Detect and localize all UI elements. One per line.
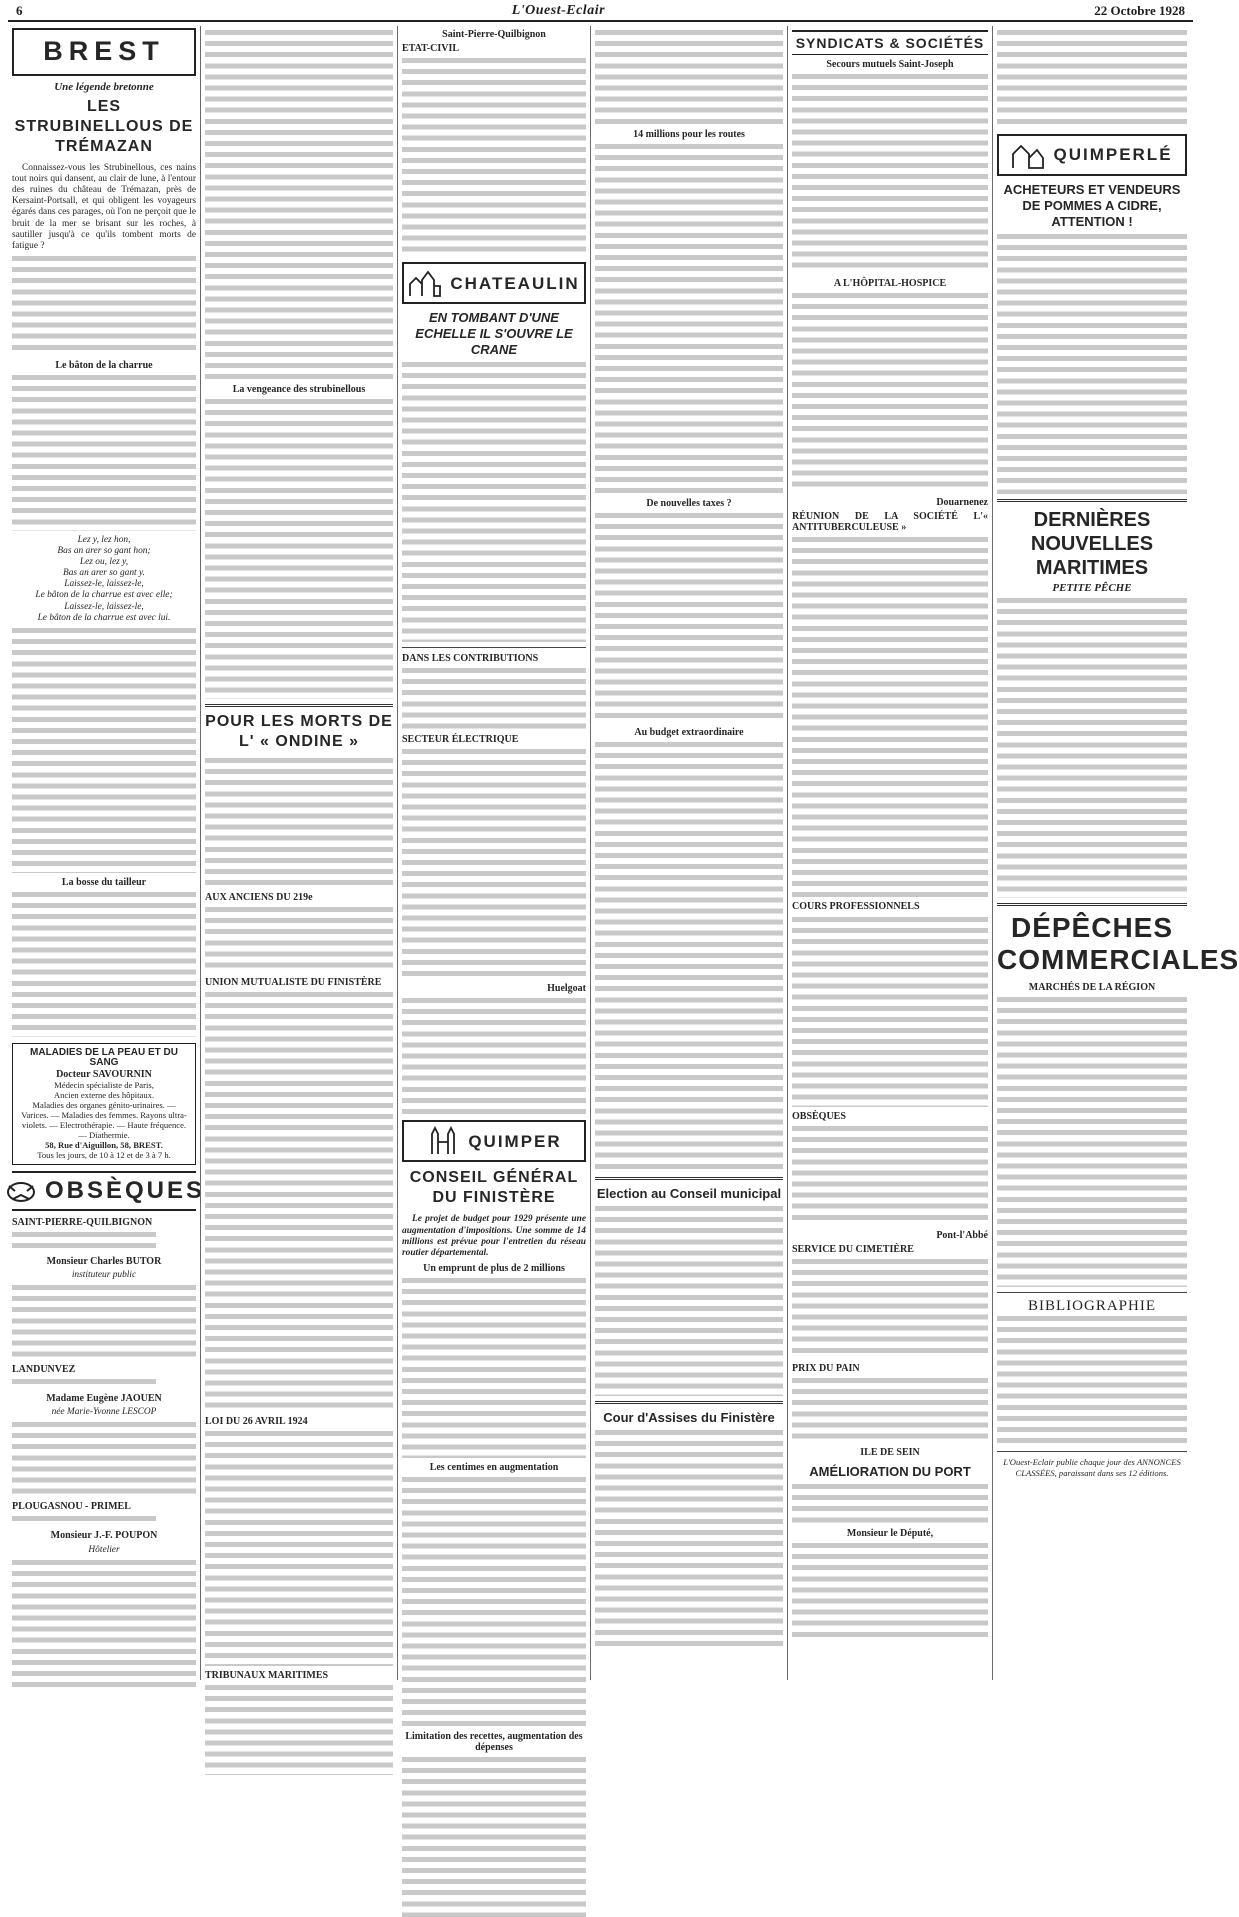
- letter-salutation: Monsieur le Député,: [846, 1528, 934, 1540]
- subhead-petite-peche: PETITE PÊCHE: [1052, 582, 1132, 594]
- column-6: [992, 26, 1239, 1680]
- masthead: [8, 2, 1193, 22]
- page-number: 6: [16, 3, 23, 18]
- obseques-banner: OBSÈQUES: [12, 1171, 196, 1211]
- section-ile-de-sein: ILE DE SEIN: [860, 1446, 920, 1458]
- item-loi-1924: LOI DU 26 AVRIL 1924: [205, 1416, 308, 1428]
- subhead-secours: Secours mutuels Saint-Joseph: [826, 59, 954, 70]
- item-prix-pain: PRIX DU PAIN: [792, 1362, 860, 1374]
- headline-ondine: POUR LES MORTS DE L' « ONDINE »: [205, 713, 393, 751]
- subhead-bosse: La bosse du tailleur: [61, 876, 147, 888]
- quimper-banner: QUIMPER: [402, 1120, 586, 1162]
- article-text: [402, 362, 586, 642]
- subhead-baton: Le bâton de la charrue: [55, 359, 153, 371]
- headline-depeches: DÉPÊCHES COMMERCIALES: [997, 912, 1239, 976]
- place-heading: Saint-Pierre-Quilbignon: [442, 29, 546, 40]
- article-text: [205, 758, 393, 888]
- article-intro: Connaissez-vous les Strubinellous, ces nains tout noirs qui dansent, au clair de lune, à l'entour des ruines du château de Trémazan, près de Kersaint-Portsall, et qui obligent les voyageurs égarés dans ces parages, où l'on ne perçoit que le bruit de la mer se brisant sur les roches, à sautiller jusqu'à ce qu'ils tombent morts de fatigue ?: [12, 163, 196, 251]
- deck: Le projet de budget pour 1929 présente une augmentation d'impositions. Une somme de 14 millions est prévue pour l'entretien du réseau routier départemental.: [402, 1214, 586, 1258]
- item-obseques: OBSÈQUES: [792, 1110, 846, 1122]
- town-vignette-icon: [1011, 140, 1045, 170]
- place-heading: Pont-l'Abbé: [936, 1229, 988, 1241]
- obituary-name: Monsieur Charles BUTOR: [46, 1255, 162, 1267]
- item-secteur-electrique: SECTEUR ÉLECTRIQUE: [402, 734, 519, 746]
- subhead-emprunt: Un emprunt de plus de 2 millions: [423, 1262, 565, 1274]
- headline-maritimes: DERNIÈRES NOUVELLES MARITIMES: [1030, 509, 1154, 579]
- subhead-routes: 14 millions pour les routes: [633, 129, 745, 140]
- kicker: Une légende bretonne: [54, 81, 154, 93]
- wreath-icon: [3, 1177, 39, 1205]
- chateaulin-banner: CHATEAULIN: [402, 262, 586, 304]
- article-text: [12, 375, 196, 531]
- column-4: [590, 26, 787, 1680]
- town-vignette-icon: [408, 268, 442, 298]
- quimperle-banner: QUIMPERLÉ: [997, 134, 1187, 176]
- item-anciens-219: AUX ANCIENS DU 219e: [205, 892, 313, 904]
- subhead-marches: MARCHÉS DE LA RÉGION: [1028, 982, 1156, 994]
- subhead-limitation: Limitation des recettes, augmentation des dépenses: [405, 1731, 583, 1754]
- article-text: [205, 30, 393, 380]
- brest-banner: BREST: [12, 28, 196, 76]
- cathedral-vignette-icon: [426, 1126, 460, 1156]
- obituary-name: Monsieur J.-F. POUPON: [50, 1530, 158, 1542]
- headline-port: AMÉLIORATION DU PORT: [809, 1464, 971, 1480]
- headline-strubinellous: LES STRUBINELLOUS DE TRÉMAZAN: [14, 98, 194, 156]
- issue-date: 22 Octobre 1928: [1094, 3, 1185, 18]
- subhead-budget-extra: Au budget extraordinaire: [634, 727, 744, 739]
- obituary-name: Madame Eugène JAOUEN: [46, 1393, 162, 1405]
- subhead-centimes: Les centimes en augmentation: [429, 1461, 559, 1473]
- article-text: [12, 628, 196, 873]
- etat-civil-label: ETAT-CIVIL: [402, 43, 460, 55]
- verse: Lez y, lez hon, Bas an arer so gant hon; Lez ou, lez y, Bas an arer so gant y. Laissez-le, laissez-le, Le bâton de la charrue est avec elle; Laissez-le, laissez-le, Le bâton de la charrue est avec lui.: [35, 534, 173, 623]
- obituary-place: LANDUNVEZ: [12, 1364, 76, 1376]
- item-tribunaux: TRIBUNAUX MARITIMES: [205, 1670, 329, 1682]
- headline-bibliographie: BIBLIOGRAPHIE: [1028, 1298, 1156, 1315]
- paper-title: L'Ouest-Eclair: [511, 3, 606, 18]
- place-heading: Douarnenez: [936, 497, 988, 509]
- headline-pommes: ACHETEURS ET VENDEURS DE POMMES A CIDRE, ATTENTION !: [1003, 182, 1181, 229]
- column-5: [787, 26, 992, 1680]
- headline-election: Election au Conseil municipal: [596, 1186, 782, 1202]
- item-contributions: DANS LES CONTRIBUTIONS: [402, 653, 539, 665]
- item-hopital: A L'HÔPITAL-HOSPICE: [833, 278, 947, 290]
- obituary-place: PLOUGASNOU - PRIMEL: [12, 1501, 131, 1513]
- doctor-advertisement: MALADIES DE LA PEAU ET DU SANG Docteur SAVOURNIN Médecin spécialiste de Paris, Ancien externe des hôpitaux. Maladies des organes génito-urinaires. — Varices. — Maladies des femmes. Rayons ultra-violets. — Electrothérapie. — Haute fréquence. — Diathermie. 58, Rue d'Aiguillon, 58, BREST. Tous les jours, de 10 à 12 et de 3 à 7 h.: [12, 1043, 196, 1165]
- item-cours: COURS PROFESSIONNELS: [792, 901, 920, 913]
- headline-conseil-general: CONSEIL GÉNÉRAL DU FINISTÈRE: [409, 1169, 579, 1207]
- subhead-vengeance: La vengeance des strubinellous: [232, 384, 366, 395]
- item-union-mutualiste: UNION MUTUALISTE DU FINISTÈRE: [205, 977, 382, 989]
- subhead-taxes: De nouvelles taxes ?: [646, 498, 732, 510]
- place-heading: Huelgoat: [547, 983, 586, 995]
- article-text: [12, 892, 196, 1037]
- classified-note: L'Ouest-Eclair publie chaque jour des ANNONCES CLASSÉES, paraissant dans ses 12 éditions.: [1003, 1457, 1181, 1479]
- item-antituberculeuse: RÉUNION DE LA SOCIÉTÉ L'« ANTITUBERCULEUSE »: [792, 511, 988, 534]
- column-2: [200, 26, 397, 1680]
- column-3: [397, 26, 590, 1754]
- column-1: BREST Une légende bretonne LES STRUBINELLOUS DE TRÉMAZAN Connaissez-vous les Strubinellous, ces nains tout noirs qui dansent, au clair de lune, à l'entour des ruines du château de Trémazan, près de Kersaint-Portsall, et qui obligent les voyageurs égarés dans ces parages, où l'on ne perçoit que le bruit de la mer se brisant sur les roches, à sautiller jusqu'à ce qu'ils tombent morts de fatigue ? Le bâton de la charrue Lez y, lez hon, Bas an arer so gant hon; Lez ou, lez y, Bas an arer so gant y. Laissez-le, laissez-le, Le bâton de la charrue est avec elle; Laissez-le, laissez-le, Le bâton de la charrue est avec lui. La bosse du tailleur MALADIES DE LA PEAU ET DU SANG Docteur SAVOURNIN Médecin spécialiste de Paris, Ancien externe des hôpitaux. Maladies des organes génito-urinaires. — Varices. — Maladies des femmes. Rayons ultra-violets. — Electrothérapie. — Haute fréquence. — Diathermie. 58, Rue d'Aiguillon, 58, BREST. Tous les jours, de 10 à 12 et de 3 à 7 h. OBSÈQUES SAINT-PIERRE-QUILBIGNON Monsieur Charles BUTOR instituteur public LANDUNVEZ Madame Eugène JAOUEN née Marie-Yvonne LESCOP PLOUGASNOU - PRIMEL Monsieur J.-F. POUPON Hôtelier: [8, 26, 200, 1680]
- article-text: [205, 399, 393, 699]
- obituary-place: SAINT-PIERRE-QUILBIGNON: [12, 1216, 153, 1228]
- headline-cour-assises: Cour d'Assises du Finistère: [603, 1410, 775, 1426]
- section-syndicats: SYNDICATS & SOCIÉTÉS: [792, 30, 988, 55]
- item-cimetiere: SERVICE DU CIMETIÈRE: [792, 1243, 914, 1255]
- article-text: [12, 256, 196, 356]
- headline-echelle: EN TOMBANT D'UNE ECHELLE IL S'OUVRE LE CRANE: [415, 310, 573, 358]
